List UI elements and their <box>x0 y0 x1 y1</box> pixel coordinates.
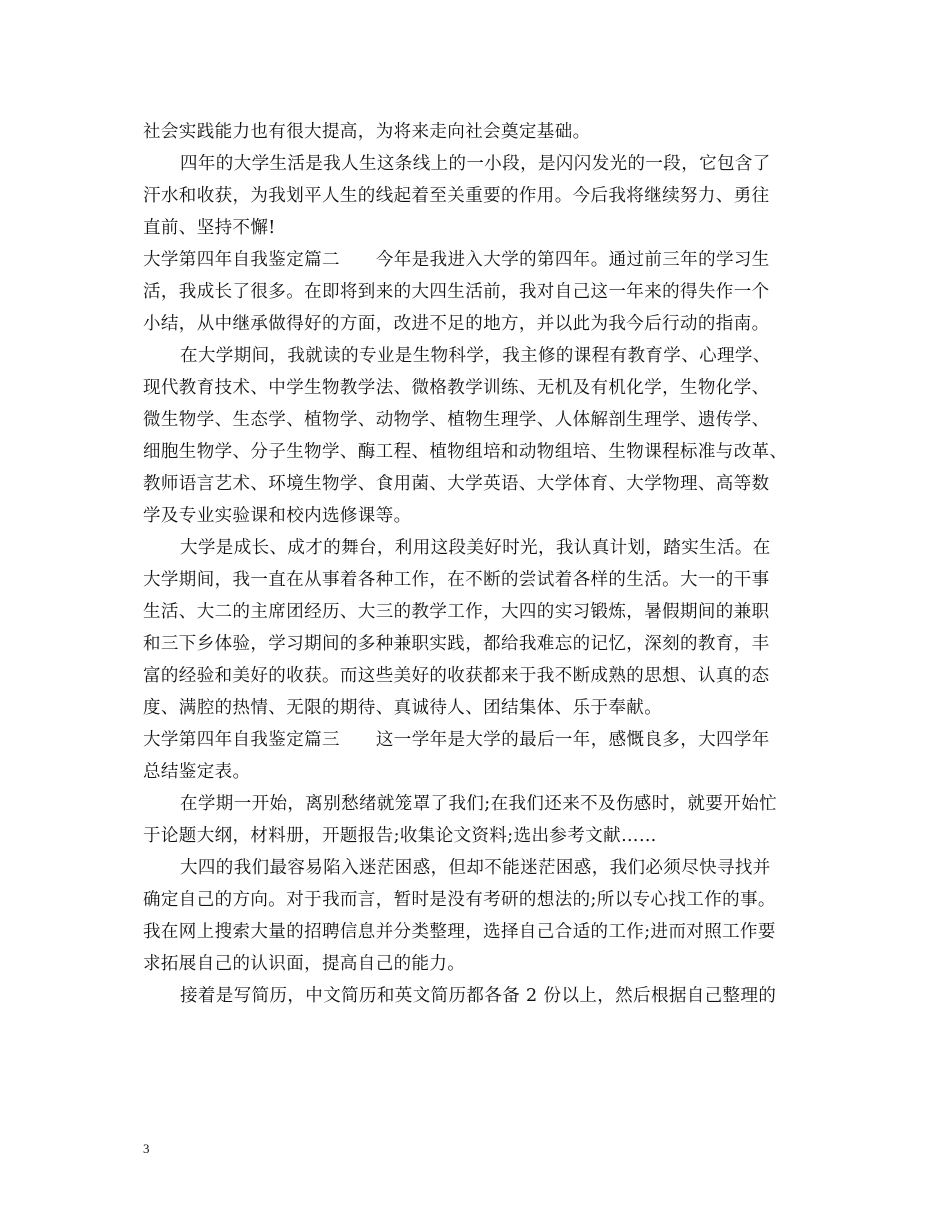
line-text: 我在网上搜索大量的招聘信息并分类整理，选择自己合适的工作;进而对照工作要 <box>143 922 776 942</box>
section-heading-line <box>143 244 823 276</box>
text-line <box>143 788 823 820</box>
text-line <box>143 820 823 852</box>
text-line <box>143 500 823 532</box>
line-text: 和三下乡体验，学习期间的多种兼职实践，都给我难忘的记忆，深刻的教育，丰 <box>143 634 770 654</box>
line-text: 这一学年是大学的最后一年，感慨良多，大四学年 <box>375 730 770 750</box>
text-line <box>143 372 823 404</box>
text-line <box>143 532 823 564</box>
text-line <box>143 212 823 244</box>
text-line <box>143 756 823 788</box>
line-text: 大四的我们最容易陷入迷茫困惑，但却不能迷茫困惑，我们必须尽快寻找并 <box>180 858 771 878</box>
line-text: 活，我成长了很多。在即将到来的大四生活前，我对自己这一年来的得失作一个 <box>143 282 770 302</box>
text-line <box>143 852 823 884</box>
line-text: 汗水和收获，为我划平人生的线起着至关重要的作用。今后我将继续努力、勇往 <box>143 186 770 206</box>
line-text: 大学期间，我一直在从事着各种工作，在不断的尝试着各样的生活。大一的干事 <box>143 570 770 590</box>
text-line <box>143 468 823 500</box>
line-text: 今年是我进入大学的第四年。通过前三年的学习生 <box>375 250 770 270</box>
line-text: 富的经验和美好的收获。而这些美好的收获都来于我不断成熟的思想、认真的态 <box>143 666 770 686</box>
line-text: 教师语言艺术、环境生物学、食用菌、大学英语、大学体育、大学物理、高等数 <box>143 474 770 494</box>
text-line <box>143 564 823 596</box>
text-line <box>143 884 823 916</box>
line-text: 现代教育技术、中学生物教学法、微格教学训练、无机及有机化学，生物化学、 <box>143 378 770 398</box>
line-text: 于论题大纲，材料册，开题报告;收集论文资料;选出参考文献…… <box>143 826 657 846</box>
line-text: 生活、大二的主席团经历、大三的教学工作，大四的实习锻炼，暑假期间的兼职 <box>143 602 770 622</box>
section-heading: 大学第四年自我鉴定篇二 <box>143 250 340 270</box>
line-text: 总结鉴定表。 <box>143 762 251 782</box>
text-line <box>143 148 823 180</box>
text-line <box>143 628 823 660</box>
text-line <box>143 340 823 372</box>
line-text: 接着是写简历，中文简历和英文简历都各备 2 份以上，然后根据自己整理的 <box>180 986 777 1006</box>
line-text: 大学是成长、成才的舞台，利用这段美好时光，我认真计划，踏实生活。在 <box>180 538 771 558</box>
line-text: 确定自己的方向。对于我而言，暂时是没有考研的想法的;所以专心找工作的事。 <box>143 890 776 910</box>
line-text: 求拓展自己的认识面，提高自己的能力。 <box>143 954 466 974</box>
line-text: 细胞生物学、分子生物学、酶工程、植物组培和动物组培、生物课程标准与改革、 <box>143 442 788 462</box>
text-line <box>143 596 823 628</box>
section-heading: 大学第四年自我鉴定篇三 <box>143 730 340 750</box>
line-text: 社会实践能力也有很大提高，为将来走向社会奠定基础。 <box>143 122 591 142</box>
text-line <box>143 980 823 1012</box>
text-line <box>143 660 823 692</box>
text-line <box>143 116 823 148</box>
line-text: 学及专业实验课和校内选修课等。 <box>143 506 412 526</box>
line-text: 微生物学、生态学、植物学、动物学、植物生理学、人体解剖生理学、遗传学、 <box>143 410 770 430</box>
line-text: 小结，从中继承做得好的方面，改进不足的地方，并以此为我今后行动的指南。 <box>143 314 770 334</box>
text-line <box>143 404 823 436</box>
line-text: 在大学期间，我就读的专业是生物科学，我主修的课程有教育学、心理学、 <box>180 346 771 366</box>
document-body <box>143 116 823 1012</box>
text-line <box>143 308 823 340</box>
text-line <box>143 916 823 948</box>
line-text: 四年的大学生活是我人生这条线上的一小段，是闪闪发光的一段，它包含了 <box>180 154 771 174</box>
text-line <box>143 436 823 468</box>
line-text: 在学期一开始，离别愁绪就笼罩了我们;在我们还来不及伤感时，就要开始忙 <box>180 794 777 814</box>
text-line <box>143 276 823 308</box>
page-number: 3 <box>143 1141 150 1156</box>
text-line <box>143 692 823 724</box>
line-text: 度、满腔的热情、无限的期待、真诚待人、团结集体、乐于奉献。 <box>143 698 663 718</box>
section-heading-line <box>143 724 823 756</box>
text-line <box>143 948 823 980</box>
line-text: 直前、坚持不懈! <box>143 218 276 238</box>
text-line <box>143 180 823 212</box>
